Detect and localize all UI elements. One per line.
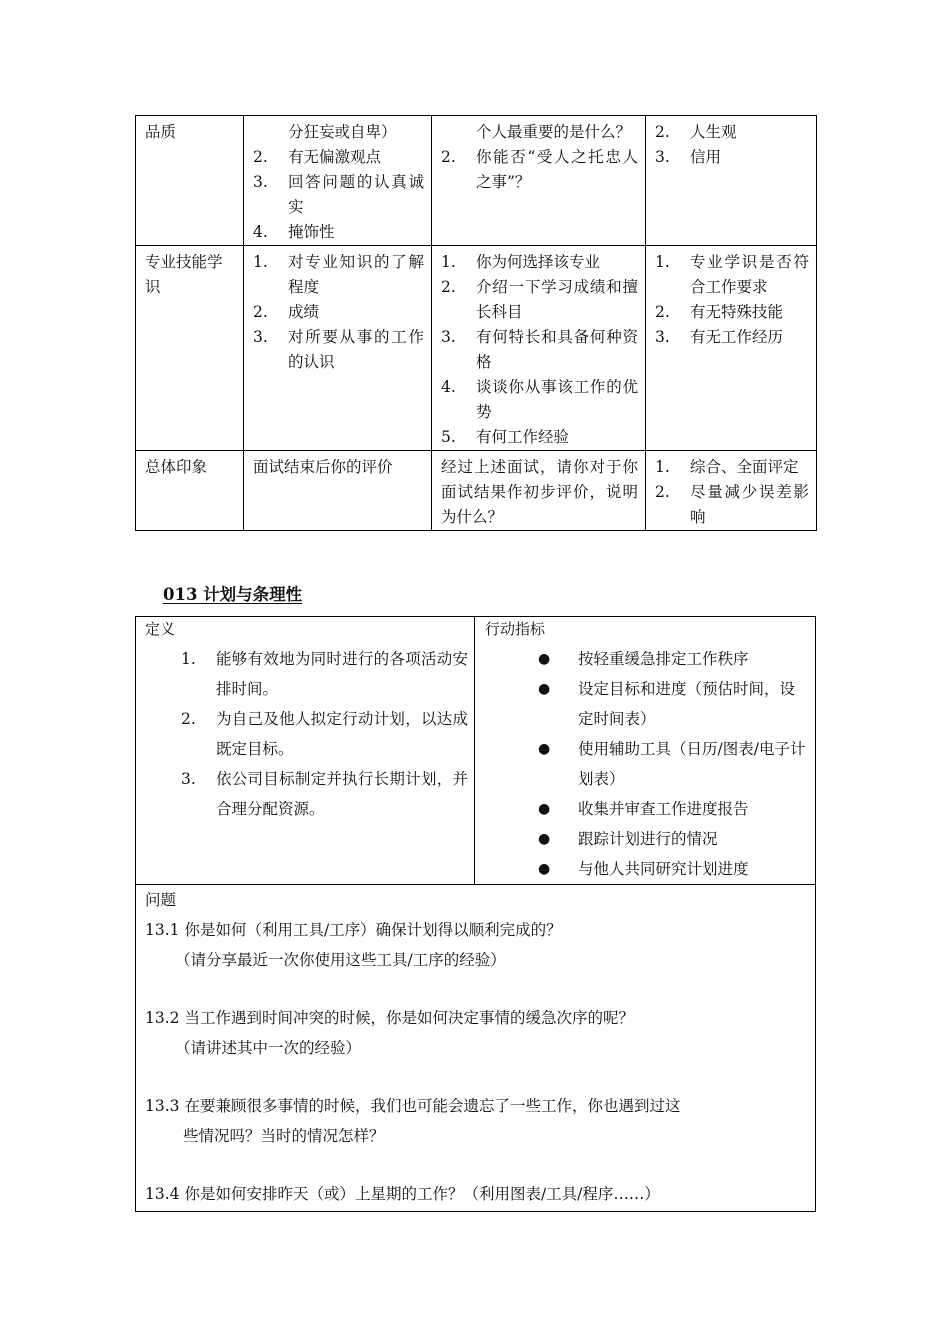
list-item: 2. 成绩 xyxy=(253,303,320,321)
list-item: 3. 依公司目标制定并执行长期计划，并合理分配资源。 xyxy=(181,770,468,818)
bullet-icon: ● xyxy=(538,801,551,817)
list-item: 1. 能够有效地为同时进行的各项活动安排时间。 xyxy=(181,650,468,698)
list-item: 1. 对专业知识的了解程度 xyxy=(253,253,424,296)
bullet-icon: ● xyxy=(538,681,551,697)
criteria-cell xyxy=(244,116,432,246)
row-header: 品质 xyxy=(136,116,244,246)
criteria-cell: 面试结束后你的评价 xyxy=(244,451,432,531)
definition-list xyxy=(172,644,468,824)
list-item: ● 收集并审查工作进度报告 xyxy=(536,794,806,824)
competency-box xyxy=(135,616,816,1212)
list-item: 3. 信用 xyxy=(655,148,722,166)
table-row xyxy=(136,246,817,451)
list-item: 3. 有无工作经历 xyxy=(655,328,784,346)
list-item: 2. 介绍一下学习成绩和擅长科目 xyxy=(441,278,638,321)
bullet-icon: ● xyxy=(538,651,551,667)
list-item: 2. 尽量减少误差影响 xyxy=(655,483,809,526)
interview-criteria-table xyxy=(135,115,817,531)
list-item: 个人最重要的是什么？ xyxy=(476,123,632,141)
list-item: 5. 有何工作经验 xyxy=(441,428,570,446)
list-item: 2. 你能否“受人之托忠人之事”？ xyxy=(441,148,638,191)
row-header: 专业技能学识 xyxy=(136,246,244,451)
list-item: ● 与他人共同研究计划进度 xyxy=(536,854,806,884)
table-row xyxy=(136,451,817,531)
question-cell xyxy=(432,116,646,246)
list-item: ● 使用辅助工具（日历/图表/电子计划表） xyxy=(536,734,806,794)
question-note: （请讲述其中一次的经验） xyxy=(175,1039,362,1057)
questions-header: 问题 xyxy=(145,891,177,909)
list-item: 1. 综合、全面评定 xyxy=(655,458,799,476)
focus-cell xyxy=(646,116,817,246)
column-divider xyxy=(474,617,475,884)
question-cell: 经过上述面试，请你对于你面试结果作初步评价，说明为什么？ xyxy=(432,451,646,531)
list-item: 1. 你为何选择该专业 xyxy=(441,253,601,271)
list-item: 4. 谈谈你从事该工作的优势 xyxy=(441,378,638,421)
list-item: 3. 对所要从事的工作的认识 xyxy=(253,328,424,371)
focus-cell xyxy=(646,246,817,451)
question-note: （请分享最近一次你使用这些工具/工序的经验） xyxy=(175,951,506,969)
list-item: ● 跟踪计划进行的情况 xyxy=(536,824,806,854)
focus-cell xyxy=(646,451,817,531)
list-item: 4. 掩饰性 xyxy=(253,223,335,241)
definition-header: 定义 xyxy=(145,620,176,638)
list-item: 3. 有何特长和具备何种资格 xyxy=(441,328,638,371)
bullet-icon: ● xyxy=(538,741,551,757)
action-header: 行动指标 xyxy=(485,620,546,638)
list-item: 2. 为自己及他人拟定行动计划，以达成既定目标。 xyxy=(181,710,468,758)
bullet-icon: ● xyxy=(538,861,551,877)
bullet-icon: ● xyxy=(538,831,551,847)
list-item: 3. 回答问题的认真诚实 xyxy=(253,173,424,216)
list-item: 分狂妄或自卑） xyxy=(288,123,397,141)
list-item: 2. 有无特殊技能 xyxy=(655,303,784,321)
list-item: 1. 专业学识是否符合工作要求 xyxy=(655,253,809,296)
question-continuation: 些情况吗？当时的情况怎样？ xyxy=(183,1127,385,1145)
list-item: ● 设定目标和进度（预估时间，设定时间表） xyxy=(536,674,806,734)
action-list xyxy=(536,644,806,884)
criteria-cell xyxy=(244,246,432,451)
question-13-4: 13.4 你是如何安排昨天（或）上星期的工作？（利用图表/工具/程序……） xyxy=(145,1185,660,1203)
table-row xyxy=(136,116,817,246)
section-title: 013 计划与条理性 xyxy=(163,585,303,604)
list-item: ● 按轻重缓急排定工作秩序 xyxy=(536,644,806,674)
question-list xyxy=(145,885,805,1209)
question-cell xyxy=(432,246,646,451)
question-13-2: 13.2 当工作遇到时间冲突的时候，你是如何决定事情的缓急次序的呢？ xyxy=(145,1009,634,1027)
question-13-1: 13.1 你是如何（利用工具/工序）确保计划得以顺利完成的？ xyxy=(145,921,562,939)
list-item: 2. 有无偏激观点 xyxy=(253,148,382,166)
row-header: 总体印象 xyxy=(136,451,244,531)
list-item: 2. 人生观 xyxy=(655,123,737,141)
question-13-3: 13.3 在要兼顾很多事情的时候，我们也可能会遗忘了一些工作，你也遇到过这 xyxy=(145,1097,681,1115)
